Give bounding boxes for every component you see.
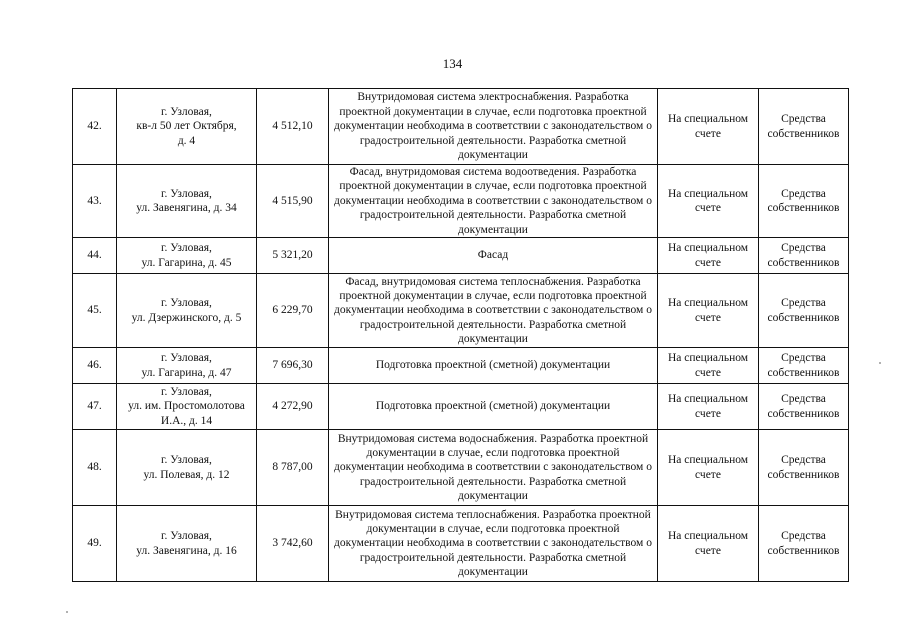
table-row <box>73 238 849 274</box>
address-line: г. Узловая, <box>161 297 212 310</box>
row-number-cell: 42. <box>73 89 117 165</box>
funding-source-cell: Средства собственников <box>759 384 849 430</box>
address-cell <box>117 430 257 506</box>
table-row <box>73 506 849 582</box>
table-row <box>73 430 849 506</box>
address-line: ул. Завенягина, д. 16 <box>136 544 237 557</box>
area-cell: 4 512,10 <box>257 89 329 165</box>
funding-source-cell: Средства собственников <box>759 506 849 582</box>
table-row <box>73 274 849 348</box>
account-cell: На специальном счете <box>658 430 759 506</box>
account-cell: На специальном счете <box>658 238 759 274</box>
funding-source-cell: Средства собственников <box>759 348 849 384</box>
address-cell <box>117 384 257 430</box>
address-cell <box>117 506 257 582</box>
account-cell: На специальном счете <box>658 89 759 165</box>
address-line: г. Узловая, <box>161 385 212 398</box>
works-cell: Внутридомовая система электроснабжения. Разработка проектной документации в случае, если подготовка проектной документации необходима в соответствии с законодательством о градостроительной деятельности. Разработка сметной документации <box>329 89 658 165</box>
area-cell: 4 515,90 <box>257 165 329 238</box>
table-row <box>73 165 849 238</box>
row-number-cell: 45. <box>73 274 117 348</box>
table-row <box>73 89 849 165</box>
funding-source-cell: Средства собственников <box>759 165 849 238</box>
works-cell: Подготовка проектной (сметной) документации <box>329 348 658 384</box>
address-line: г. Узловая, <box>161 352 212 365</box>
address-line: ул. Завенягина, д. 34 <box>136 202 237 215</box>
area-cell: 8 787,00 <box>257 430 329 506</box>
table-body <box>73 89 849 582</box>
address-line: И.А., д. 14 <box>160 414 213 427</box>
address-line: г. Узловая, <box>161 454 212 467</box>
address-cell <box>117 165 257 238</box>
account-cell: На специальном счете <box>658 384 759 430</box>
address-line: кв-л 50 лет Октября, <box>136 120 237 133</box>
works-cell: Внутридомовая система теплоснабжения. Разработка проектной документации в случае, если подготовка проектной документации необходима в соответствии с законодательством о градостроительной деятельности. Разработка сметной документации <box>329 506 658 582</box>
area-cell: 5 321,20 <box>257 238 329 274</box>
page-number: 134 <box>442 56 463 71</box>
account-cell: На специальном счете <box>658 165 759 238</box>
row-number-cell: 47. <box>73 384 117 430</box>
address-line: ул. им. Простомолотова <box>128 400 245 413</box>
address-line: ул. Гагарина, д. 47 <box>141 366 232 379</box>
address-cell <box>117 348 257 384</box>
account-cell: На специальном счете <box>658 506 759 582</box>
account-cell: На специальном счете <box>658 274 759 348</box>
address-line: ул. Дзержинского, д. 5 <box>131 311 242 324</box>
scan-speck <box>66 611 68 613</box>
row-number-cell: 49. <box>73 506 117 582</box>
funding-source-cell: Средства собственников <box>759 274 849 348</box>
area-cell: 3 742,60 <box>257 506 329 582</box>
row-number-cell: 44. <box>73 238 117 274</box>
address-cell <box>117 89 257 165</box>
table-row <box>73 384 849 430</box>
row-number-cell: 48. <box>73 430 117 506</box>
area-cell: 7 696,30 <box>257 348 329 384</box>
funding-source-cell: Средства собственников <box>759 430 849 506</box>
address-cell <box>117 238 257 274</box>
table-row <box>73 348 849 384</box>
area-cell: 4 272,90 <box>257 384 329 430</box>
works-cell: Подготовка проектной (сметной) документации <box>329 384 658 430</box>
address-line: г. Узловая, <box>161 105 212 118</box>
area-cell: 6 229,70 <box>257 274 329 348</box>
address-cell <box>117 274 257 348</box>
address-line: ул. Полевая, д. 12 <box>143 468 230 481</box>
address-line: г. Узловая, <box>161 187 212 200</box>
funding-source-cell: Средства собственников <box>759 89 849 165</box>
works-cell: Фасад, внутридомовая система теплоснабжения. Разработка проектной документации в случае, если подготовка проектной документации необходима в соответствии с законодательством о градостроительной деятельности. Разработка сметной документации <box>329 274 658 348</box>
address-line: г. Узловая, <box>161 530 212 543</box>
row-number-cell: 46. <box>73 348 117 384</box>
works-cell: Внутридомовая система водоснабжения. Разработка проектной документации в случае, если подготовка проектной документации необходима в соответствии с законодательством о градостроительной деятельности. Разработка сметной документации <box>329 430 658 506</box>
capital-repair-table <box>72 88 849 582</box>
scan-speck <box>879 362 881 364</box>
works-cell: Фасад <box>329 238 658 274</box>
account-cell: На специальном счете <box>658 348 759 384</box>
address-line: д. 4 <box>177 134 196 147</box>
address-line: ул. Гагарина, д. 45 <box>141 256 232 269</box>
address-line: г. Узловая, <box>161 242 212 255</box>
works-cell: Фасад, внутридомовая система водоотведения. Разработка проектной документации в случае, если подготовка проектной документации необходима в соответствии с законодательством о градостроительной деятельности. Разработка сметной документации <box>329 165 658 238</box>
funding-source-cell: Средства собственников <box>759 238 849 274</box>
row-number-cell: 43. <box>73 165 117 238</box>
